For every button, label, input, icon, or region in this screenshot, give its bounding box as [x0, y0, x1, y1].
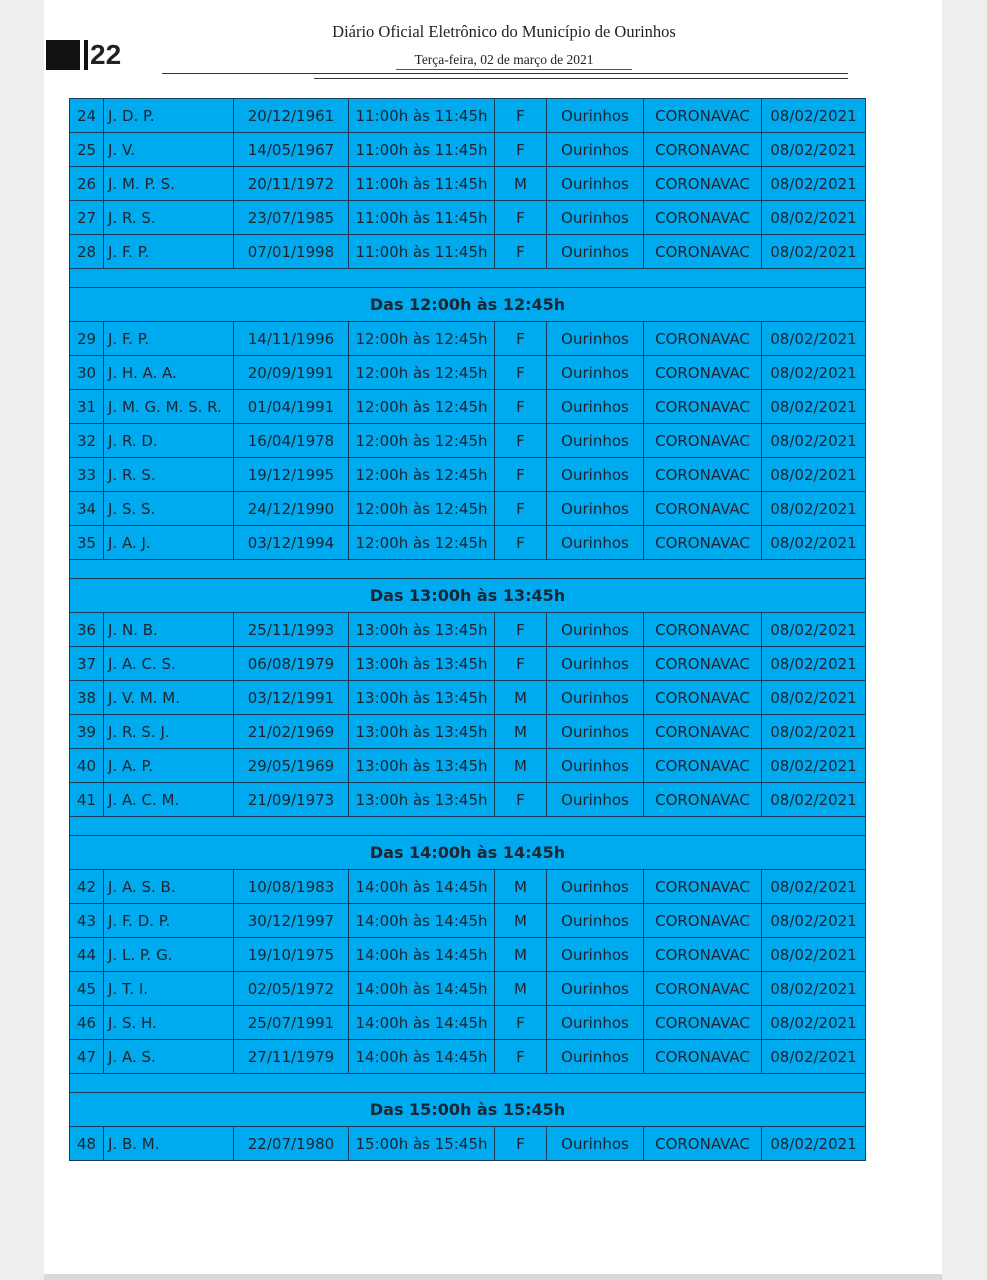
table-row — [70, 1040, 866, 1074]
journal-title: Diário Oficial Eletrônico do Município de Ourinhos — [332, 22, 676, 41]
row-number-cell: 27 — [70, 201, 104, 235]
patient-initials-cell: J. R. S. J. — [104, 715, 234, 749]
sex-cell: F — [495, 1006, 547, 1040]
patient-initials-cell: J. L. P. G. — [104, 938, 234, 972]
birth-date-cell: 22/07/1980 — [234, 1127, 349, 1161]
row-number-cell: 42 — [70, 870, 104, 904]
row-number-cell: 37 — [70, 647, 104, 681]
time-group-header-row — [70, 1093, 866, 1127]
sex-cell: F — [495, 526, 547, 560]
vaccine-cell: CORONAVAC — [644, 167, 762, 201]
city-cell: Ourinhos — [547, 458, 644, 492]
vaccination-date-cell: 08/02/2021 — [762, 783, 866, 817]
row-number-cell: 44 — [70, 938, 104, 972]
row-number-cell: 43 — [70, 904, 104, 938]
group-spacer-row — [70, 1074, 866, 1093]
sex-cell: F — [495, 201, 547, 235]
row-number-cell: 41 — [70, 783, 104, 817]
city-cell: Ourinhos — [547, 356, 644, 390]
birth-date-cell: 25/07/1991 — [234, 1006, 349, 1040]
birth-date-cell: 19/12/1995 — [234, 458, 349, 492]
time-group-title: Das 12:00h às 12:45h — [70, 288, 866, 322]
table-row — [70, 424, 866, 458]
vaccine-cell: CORONAVAC — [644, 1006, 762, 1040]
table-row — [70, 647, 866, 681]
city-cell: Ourinhos — [547, 783, 644, 817]
city-cell: Ourinhos — [547, 1006, 644, 1040]
header-rule — [162, 73, 848, 74]
city-cell: Ourinhos — [547, 613, 644, 647]
row-number-cell: 24 — [70, 99, 104, 133]
vaccine-cell: CORONAVAC — [644, 904, 762, 938]
vaccine-cell: CORONAVAC — [644, 972, 762, 1006]
time-group-title: Das 14:00h às 14:45h — [70, 836, 866, 870]
time-slot-cell: 11:00h às 11:45h — [349, 167, 495, 201]
vaccination-date-cell: 08/02/2021 — [762, 681, 866, 715]
vaccination-date-cell: 08/02/2021 — [762, 647, 866, 681]
sex-cell: F — [495, 1127, 547, 1161]
patient-initials-cell: J. V. — [104, 133, 234, 167]
city-cell: Ourinhos — [547, 938, 644, 972]
vaccination-date-cell: 08/02/2021 — [762, 1040, 866, 1074]
city-cell: Ourinhos — [547, 681, 644, 715]
birth-date-cell: 19/10/1975 — [234, 938, 349, 972]
row-number-cell: 32 — [70, 424, 104, 458]
table-row — [70, 99, 866, 133]
time-slot-cell: 15:00h às 15:45h — [349, 1127, 495, 1161]
table-row — [70, 749, 866, 783]
time-slot-cell: 14:00h às 14:45h — [349, 938, 495, 972]
patient-initials-cell: J. A. S. — [104, 1040, 234, 1074]
spacer-cell — [70, 817, 866, 836]
city-cell: Ourinhos — [547, 1127, 644, 1161]
header-rule-lower — [314, 78, 848, 79]
vaccine-cell: CORONAVAC — [644, 235, 762, 269]
time-slot-cell: 11:00h às 11:45h — [349, 201, 495, 235]
patient-initials-cell: J. A. C. S. — [104, 647, 234, 681]
vaccination-date-cell: 08/02/2021 — [762, 99, 866, 133]
table-row — [70, 783, 866, 817]
vaccine-cell: CORONAVAC — [644, 458, 762, 492]
row-number-cell: 26 — [70, 167, 104, 201]
row-number-cell: 29 — [70, 322, 104, 356]
vaccination-date-cell: 08/02/2021 — [762, 972, 866, 1006]
patient-initials-cell: J. V. M. M. — [104, 681, 234, 715]
vaccine-cell: CORONAVAC — [644, 390, 762, 424]
birth-date-cell: 10/08/1983 — [234, 870, 349, 904]
row-number-cell: 25 — [70, 133, 104, 167]
birth-date-cell: 07/01/1998 — [234, 235, 349, 269]
patient-initials-cell: J. D. P. — [104, 99, 234, 133]
birth-date-cell: 16/04/1978 — [234, 424, 349, 458]
table-row — [70, 322, 866, 356]
birth-date-cell: 03/12/1994 — [234, 526, 349, 560]
city-cell: Ourinhos — [547, 424, 644, 458]
birth-date-cell: 24/12/1990 — [234, 492, 349, 526]
vaccination-date-cell: 08/02/2021 — [762, 133, 866, 167]
vaccine-cell: CORONAVAC — [644, 749, 762, 783]
city-cell: Ourinhos — [547, 972, 644, 1006]
city-cell: Ourinhos — [547, 1040, 644, 1074]
birth-date-cell: 02/05/1972 — [234, 972, 349, 1006]
sex-cell: M — [495, 870, 547, 904]
patient-initials-cell: J. A. J. — [104, 526, 234, 560]
sex-cell: M — [495, 167, 547, 201]
page-shadow — [44, 1274, 942, 1280]
patient-initials-cell: J. T. I. — [104, 972, 234, 1006]
vaccine-cell: CORONAVAC — [644, 1040, 762, 1074]
time-slot-cell: 13:00h às 13:45h — [349, 613, 495, 647]
city-cell: Ourinhos — [547, 904, 644, 938]
sex-cell: F — [495, 492, 547, 526]
row-number-cell: 30 — [70, 356, 104, 390]
patient-initials-cell: J. S. S. — [104, 492, 234, 526]
vaccination-date-cell: 08/02/2021 — [762, 390, 866, 424]
birth-date-cell: 30/12/1997 — [234, 904, 349, 938]
city-cell: Ourinhos — [547, 749, 644, 783]
vaccination-date-cell: 08/02/2021 — [762, 938, 866, 972]
patient-initials-cell: J. M. P. S. — [104, 167, 234, 201]
time-slot-cell: 14:00h às 14:45h — [349, 870, 495, 904]
table-row — [70, 133, 866, 167]
city-cell: Ourinhos — [547, 492, 644, 526]
row-number-cell: 38 — [70, 681, 104, 715]
vaccination-date-cell: 08/02/2021 — [762, 235, 866, 269]
vaccination-schedule-table — [69, 98, 866, 1161]
group-spacer-row — [70, 560, 866, 579]
birth-date-cell: 21/09/1973 — [234, 783, 349, 817]
time-slot-cell: 12:00h às 12:45h — [349, 526, 495, 560]
vaccine-cell: CORONAVAC — [644, 133, 762, 167]
vaccine-cell: CORONAVAC — [644, 647, 762, 681]
vaccination-date-cell: 08/02/2021 — [762, 322, 866, 356]
vaccination-date-cell: 08/02/2021 — [762, 1127, 866, 1161]
sex-cell: F — [495, 424, 547, 458]
time-group-header-row — [70, 288, 866, 322]
patient-initials-cell: J. A. P. — [104, 749, 234, 783]
row-number-cell: 39 — [70, 715, 104, 749]
vaccination-date-cell: 08/02/2021 — [762, 749, 866, 783]
birth-date-cell: 06/08/1979 — [234, 647, 349, 681]
city-cell: Ourinhos — [547, 526, 644, 560]
city-cell: Ourinhos — [547, 322, 644, 356]
sex-cell: M — [495, 938, 547, 972]
vaccine-cell: CORONAVAC — [644, 322, 762, 356]
sex-cell: M — [495, 972, 547, 1006]
time-group-header-row — [70, 579, 866, 613]
table-row — [70, 715, 866, 749]
city-cell: Ourinhos — [547, 201, 644, 235]
vaccination-date-cell: 08/02/2021 — [762, 167, 866, 201]
birth-date-cell: 03/12/1991 — [234, 681, 349, 715]
time-slot-cell: 12:00h às 12:45h — [349, 390, 495, 424]
vaccination-date-cell: 08/02/2021 — [762, 458, 866, 492]
time-slot-cell: 13:00h às 13:45h — [349, 681, 495, 715]
table-row — [70, 938, 866, 972]
group-spacer-row — [70, 269, 866, 288]
sex-cell: F — [495, 133, 547, 167]
time-slot-cell: 12:00h às 12:45h — [349, 424, 495, 458]
header-rule-short — [396, 69, 632, 70]
page-number: 22 — [90, 39, 122, 70]
row-number-cell: 46 — [70, 1006, 104, 1040]
row-number-cell: 35 — [70, 526, 104, 560]
time-slot-cell: 14:00h às 14:45h — [349, 1006, 495, 1040]
row-number-cell: 28 — [70, 235, 104, 269]
patient-initials-cell: J. H. A. A. — [104, 356, 234, 390]
city-cell: Ourinhos — [547, 167, 644, 201]
time-slot-cell: 14:00h às 14:45h — [349, 904, 495, 938]
city-cell: Ourinhos — [547, 133, 644, 167]
time-slot-cell: 13:00h às 13:45h — [349, 715, 495, 749]
spacer-cell — [70, 269, 866, 288]
sex-cell: F — [495, 322, 547, 356]
vaccine-cell: CORONAVAC — [644, 99, 762, 133]
city-cell: Ourinhos — [547, 715, 644, 749]
patient-initials-cell: J. R. S. — [104, 458, 234, 492]
vaccine-cell: CORONAVAC — [644, 715, 762, 749]
table-row — [70, 613, 866, 647]
row-number-cell: 31 — [70, 390, 104, 424]
sex-cell: M — [495, 749, 547, 783]
vaccine-cell: CORONAVAC — [644, 681, 762, 715]
time-group-title: Das 15:00h às 15:45h — [70, 1093, 866, 1127]
time-slot-cell: 11:00h às 11:45h — [349, 133, 495, 167]
table-row — [70, 1006, 866, 1040]
sex-cell: M — [495, 681, 547, 715]
vaccination-date-cell: 08/02/2021 — [762, 1006, 866, 1040]
patient-initials-cell: J. S. H. — [104, 1006, 234, 1040]
vaccine-cell: CORONAVAC — [644, 492, 762, 526]
city-cell: Ourinhos — [547, 390, 644, 424]
patient-initials-cell: J. R. S. — [104, 201, 234, 235]
birth-date-cell: 21/02/1969 — [234, 715, 349, 749]
table-row — [70, 1127, 866, 1161]
time-slot-cell: 12:00h às 12:45h — [349, 356, 495, 390]
vaccination-date-cell: 08/02/2021 — [762, 356, 866, 390]
vaccination-date-cell: 08/02/2021 — [762, 492, 866, 526]
vaccine-cell: CORONAVAC — [644, 870, 762, 904]
sex-cell: F — [495, 99, 547, 133]
time-slot-cell: 14:00h às 14:45h — [349, 1040, 495, 1074]
time-slot-cell: 12:00h às 12:45h — [349, 322, 495, 356]
document-page — [44, 0, 942, 1274]
row-number-cell: 48 — [70, 1127, 104, 1161]
vaccination-date-cell: 08/02/2021 — [762, 526, 866, 560]
table-row — [70, 356, 866, 390]
sex-cell: F — [495, 613, 547, 647]
vaccine-cell: CORONAVAC — [644, 356, 762, 390]
vaccine-cell: CORONAVAC — [644, 1127, 762, 1161]
birth-date-cell: 23/07/1985 — [234, 201, 349, 235]
time-group-header-row — [70, 836, 866, 870]
vaccination-date-cell: 08/02/2021 — [762, 870, 866, 904]
page-number-bar — [84, 40, 88, 70]
row-number-cell: 34 — [70, 492, 104, 526]
table-row — [70, 526, 866, 560]
vaccine-cell: CORONAVAC — [644, 526, 762, 560]
patient-initials-cell: J. F. P. — [104, 322, 234, 356]
row-number-cell: 47 — [70, 1040, 104, 1074]
patient-initials-cell: J. F. D. P. — [104, 904, 234, 938]
time-slot-cell: 11:00h às 11:45h — [349, 99, 495, 133]
time-slot-cell: 13:00h às 13:45h — [349, 647, 495, 681]
table-row — [70, 235, 866, 269]
patient-initials-cell: J. N. B. — [104, 613, 234, 647]
birth-date-cell: 14/11/1996 — [234, 322, 349, 356]
sex-cell: F — [495, 647, 547, 681]
sex-cell: F — [495, 356, 547, 390]
birth-date-cell: 27/11/1979 — [234, 1040, 349, 1074]
city-cell: Ourinhos — [547, 647, 644, 681]
vaccine-cell: CORONAVAC — [644, 201, 762, 235]
birth-date-cell: 20/09/1991 — [234, 356, 349, 390]
table-row — [70, 870, 866, 904]
row-number-cell: 33 — [70, 458, 104, 492]
time-slot-cell: 12:00h às 12:45h — [349, 458, 495, 492]
time-group-title: Das 13:00h às 13:45h — [70, 579, 866, 613]
patient-initials-cell: J. B. M. — [104, 1127, 234, 1161]
table-row — [70, 681, 866, 715]
publication-date: Terça-feira, 02 de março de 2021 — [414, 52, 594, 67]
row-number-cell: 40 — [70, 749, 104, 783]
patient-initials-cell: J. M. G. M. S. R. — [104, 390, 234, 424]
spacer-cell — [70, 560, 866, 579]
sex-cell: F — [495, 1040, 547, 1074]
vaccination-date-cell: 08/02/2021 — [762, 424, 866, 458]
table-row — [70, 458, 866, 492]
vaccination-date-cell: 08/02/2021 — [762, 904, 866, 938]
spacer-cell — [70, 1074, 866, 1093]
time-slot-cell: 11:00h às 11:45h — [349, 235, 495, 269]
sex-cell: F — [495, 783, 547, 817]
sex-cell: F — [495, 235, 547, 269]
patient-initials-cell: J. A. S. B. — [104, 870, 234, 904]
birth-date-cell: 01/04/1991 — [234, 390, 349, 424]
birth-date-cell: 20/12/1961 — [234, 99, 349, 133]
group-spacer-row — [70, 817, 866, 836]
city-cell: Ourinhos — [547, 235, 644, 269]
row-number-cell: 36 — [70, 613, 104, 647]
city-cell: Ourinhos — [547, 870, 644, 904]
table-row — [70, 492, 866, 526]
birth-date-cell: 25/11/1993 — [234, 613, 349, 647]
table-row — [70, 390, 866, 424]
row-number-cell: 45 — [70, 972, 104, 1006]
patient-initials-cell: J. A. C. M. — [104, 783, 234, 817]
sex-cell: M — [495, 904, 547, 938]
table-row — [70, 201, 866, 235]
table-row — [70, 167, 866, 201]
time-slot-cell: 13:00h às 13:45h — [349, 749, 495, 783]
vaccine-cell: CORONAVAC — [644, 424, 762, 458]
page-number-block — [46, 40, 80, 70]
time-slot-cell: 14:00h às 14:45h — [349, 972, 495, 1006]
patient-initials-cell: J. R. D. — [104, 424, 234, 458]
vaccination-date-cell: 08/02/2021 — [762, 613, 866, 647]
vaccination-date-cell: 08/02/2021 — [762, 201, 866, 235]
sex-cell: F — [495, 458, 547, 492]
birth-date-cell: 29/05/1969 — [234, 749, 349, 783]
vaccination-date-cell: 08/02/2021 — [762, 715, 866, 749]
city-cell: Ourinhos — [547, 99, 644, 133]
birth-date-cell: 20/11/1972 — [234, 167, 349, 201]
table-row — [70, 972, 866, 1006]
sex-cell: M — [495, 715, 547, 749]
patient-initials-cell: J. F. P. — [104, 235, 234, 269]
table-row — [70, 904, 866, 938]
birth-date-cell: 14/05/1967 — [234, 133, 349, 167]
vaccine-cell: CORONAVAC — [644, 938, 762, 972]
time-slot-cell: 13:00h às 13:45h — [349, 783, 495, 817]
vaccine-cell: CORONAVAC — [644, 783, 762, 817]
sex-cell: F — [495, 390, 547, 424]
vaccine-cell: CORONAVAC — [644, 613, 762, 647]
time-slot-cell: 12:00h às 12:45h — [349, 492, 495, 526]
